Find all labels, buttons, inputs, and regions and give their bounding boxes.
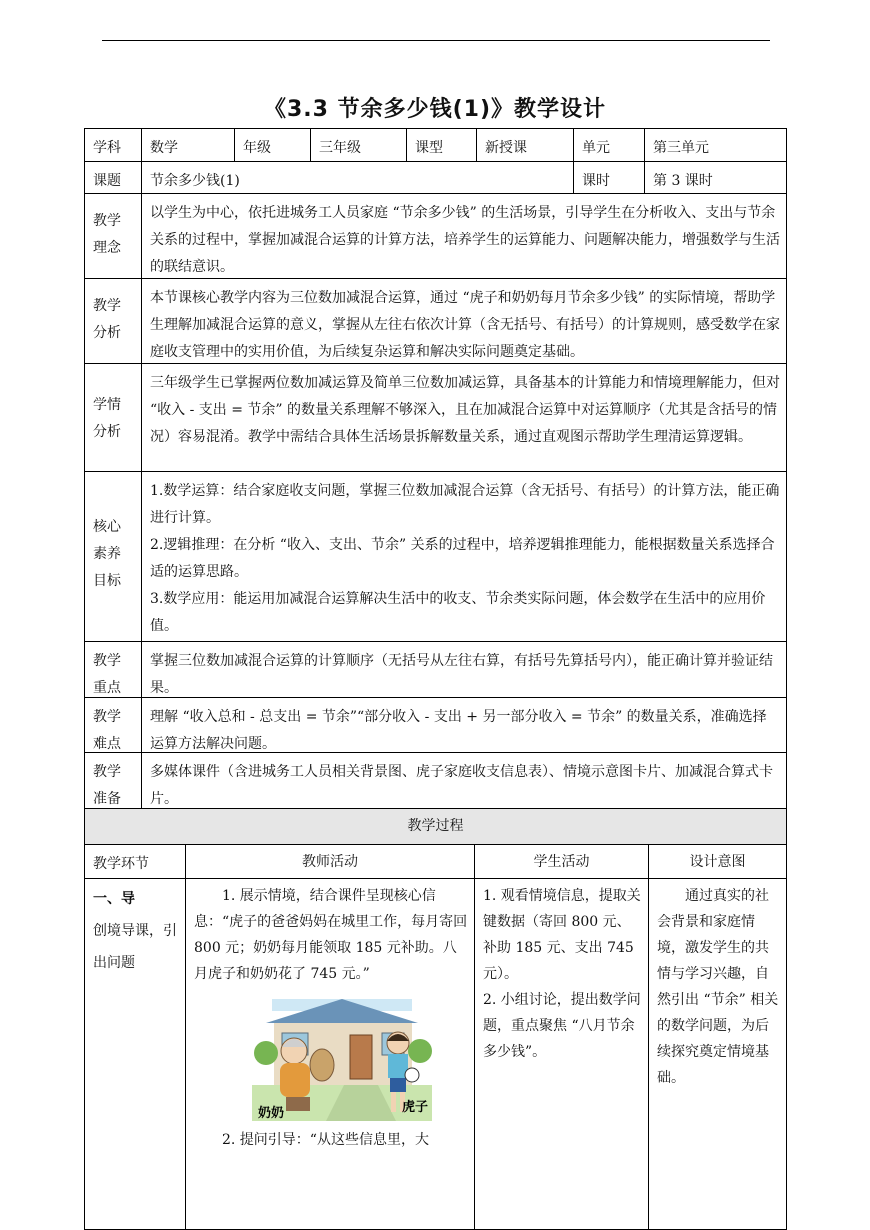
student-step-2: 2. 小组讨论，提出数学问题，重点聚焦 “八月节余多少钱”。 (483, 992, 641, 1060)
stage-title: 一、导 (93, 891, 135, 907)
key-label-line2: 重点 (93, 680, 121, 696)
philosophy-text: 以学生为中心，依托进城务工人员家庭 “节余多少钱” 的生活场景，引导学生在分析收入、支出与节余关系的过程中，掌握加减混合运算的计算方法，培养学生的运算能力、问题解决能力，增强数学与生活的联结意识。 (141, 193, 787, 279)
grade-label: 年级 (234, 128, 311, 162)
subject-label: 学科 (84, 128, 142, 162)
learner-text: 三年级学生已掌握两位数加减运算及简单三位数加减运算，具备基本的计算能力和情境理解能力，但对 “收入 - 支出 = 节余” 的数量关系理解不够深入，且在加减混合运算中对运算顺序（尤其是含括号的情况）容易混淆。教学中需结合具体生活场景拆解数量关系，通过直观图示帮助学生理清运算逻辑。 (141, 363, 787, 472)
scene-illustration (252, 993, 432, 1121)
analysis-label (84, 278, 142, 364)
philosophy-label-line1: 教学 (93, 213, 121, 229)
topic-label: 课题 (84, 161, 142, 194)
difficulty-text: 理解 “收入总和 - 总支出 = 节余”“部分收入 - 支出 + 另一部分收入 = 节余” 的数量关系，准确选择运算方法解决问题。 (141, 697, 787, 753)
unit-value: 第三单元 (644, 128, 787, 162)
intent-cell (648, 878, 787, 1230)
col-intent: 设计意图 (648, 844, 787, 879)
analysis-label-line1: 教学 (93, 298, 121, 314)
stage-subtitle: 创境导课，引出问题 (93, 923, 177, 971)
subject-value: 数学 (141, 128, 235, 162)
grade-value: 三年级 (310, 128, 407, 162)
difficulty-label (84, 697, 142, 753)
teacher-cell (185, 878, 475, 1230)
period-label: 课时 (573, 161, 645, 194)
col-stage: 教学环节 (84, 844, 186, 879)
label-huzi: 虎子 (402, 1100, 429, 1115)
goal-item: 2.逻辑推理：在分析 “收入、支出、节余” 关系的过程中，培养逻辑推理能力，能根据数量关系选择合适的运算思路。 (150, 537, 775, 580)
prep-label-line2: 准备 (93, 791, 121, 807)
student-step-1: 1. 观看情境信息，提取关键数据（寄回 800 元、补助 185 元、支出 745 元）。 (483, 888, 641, 982)
topic-value: 节余多少钱(1) (141, 161, 574, 194)
learner-label (84, 363, 142, 472)
goals-label (84, 471, 142, 642)
goals-text (141, 471, 787, 642)
goals-label-line1: 核心 (93, 519, 121, 535)
analysis-text: 本节课核心教学内容为三位数加减混合运算，通过 “虎子和奶奶每月节余多少钱” 的实际情境，帮助学生理解加减混合运算的意义，掌握从左往右依次计算（含无括号、有括号）的计算规则，感受数学在家庭收支管理中的实用价值，为后续复杂运算和解决实际问题奠定基础。 (141, 278, 787, 364)
stage-cell (84, 878, 186, 1230)
student-cell (474, 878, 649, 1230)
col-teacher: 教师活动 (185, 844, 475, 879)
key-text: 掌握三位数加减混合运算的计算顺序（无括号从左往右算，有括号先算括号内），能正确计算并验证结果。 (141, 641, 787, 698)
unit-label: 单元 (573, 128, 645, 162)
label-grandma: 奶奶 (258, 1106, 285, 1121)
period-value: 第 3 课时 (644, 161, 787, 194)
prep-label (84, 752, 142, 809)
philosophy-label-line2: 理念 (93, 240, 121, 256)
key-label (84, 641, 142, 698)
intent-text: 通过真实的社会背景和家庭情境，激发学生的共情与学习兴趣，自然引出 “节余” 相关的数学问题，为后续探究奠定情境基础。 (657, 888, 779, 1086)
goal-item: 3.数学应用：能运用加减混合运算解决生活中的收支、节余类实际问题，体会数学在生活中的应用价值。 (150, 591, 766, 634)
document-title: 《3.3 节余多少钱(1)》教学设计 (263, 97, 607, 122)
prep-label-line1: 教学 (93, 764, 121, 780)
col-student: 学生活动 (474, 844, 649, 879)
process-header: 教学过程 (84, 808, 787, 845)
philosophy-label (84, 193, 142, 279)
goal-item: 1.数学运算：结合家庭收支问题，掌握三位数加减混合运算（含无括号、有括号）的计算方法，能正确进行计算。 (150, 483, 780, 526)
header-rule (102, 40, 770, 41)
difficulty-label-line1: 教学 (93, 709, 121, 725)
teacher-step-2: 2. 提问引导：“从这些信息里，大 (222, 1132, 429, 1148)
analysis-label-line2: 分析 (93, 325, 121, 341)
teacher-step-1: 1. 展示情境，结合课件呈现核心信息：“虎子的爸爸妈妈在城里工作，每月寄回 800 元；奶奶每月能领取 185 元补助。八月虎子和奶奶花了 745 元。” (194, 888, 468, 982)
prep-text: 多媒体课件（含进城务工人员相关背景图、虎子家庭收支信息表）、情境示意图卡片、加减混合算式卡片。 (141, 752, 787, 809)
learner-label-line1: 学情 (93, 397, 121, 413)
goals-label-line2: 素养 (93, 546, 121, 562)
type-label: 课型 (406, 128, 477, 162)
learner-label-line2: 分析 (93, 424, 121, 440)
type-value: 新授课 (476, 128, 574, 162)
key-label-line1: 教学 (93, 653, 121, 669)
difficulty-label-line2: 难点 (93, 736, 121, 752)
goals-label-line3: 目标 (93, 573, 121, 589)
